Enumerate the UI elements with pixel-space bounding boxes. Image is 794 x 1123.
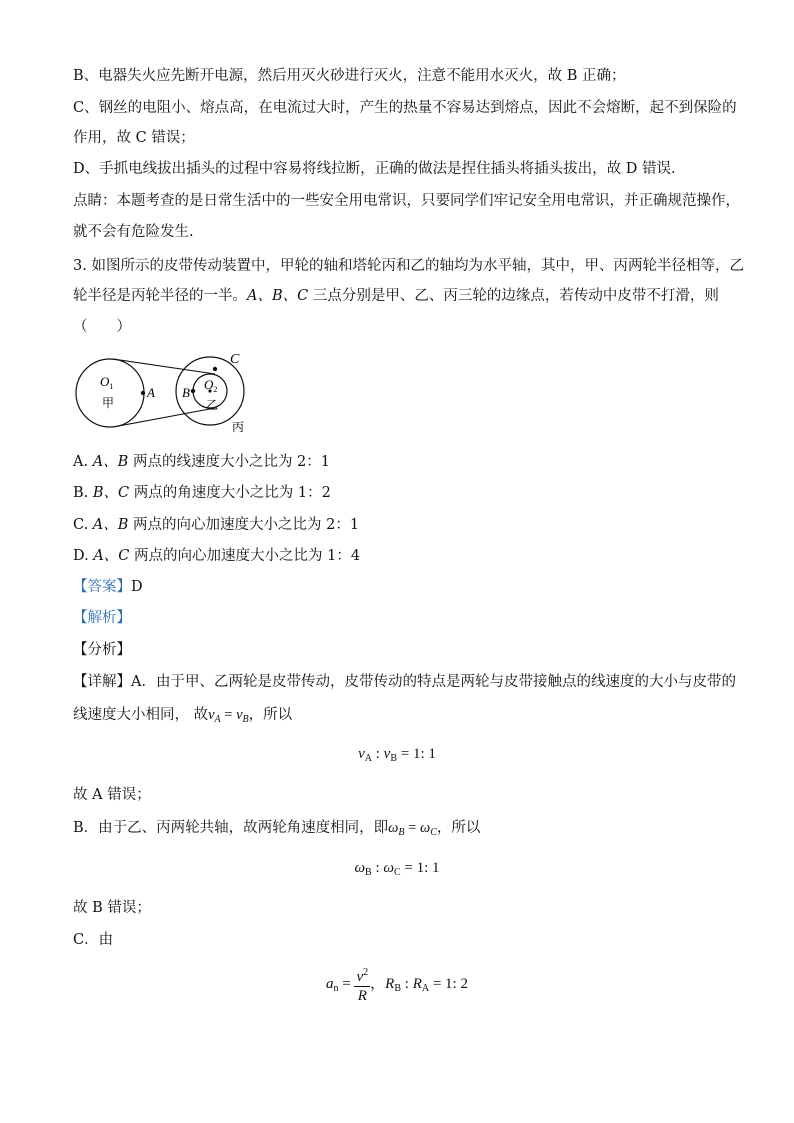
label-jia: 甲 <box>102 396 115 410</box>
detail-line: 线速度大小相同， 故$v_A = v_B$，所以 <box>73 707 293 725</box>
text-line: 点睛：本题考查的是日常生活中的一些安全用电常识，只要同学们牢记安全用电常识，并正确规范操作， <box>73 193 740 209</box>
point-A <box>141 391 145 395</box>
detail-line: 【详解】A．由于甲、乙两轮是皮带传动，皮带传动的特点是两轮与皮带接触点的线速度的大小与皮带的 <box>73 674 736 690</box>
text-line: B、电器失火应先断开电源，然后用灭火砂进行灭火，注意不能用水灭火，故 B 正确； <box>73 68 626 84</box>
text-line: D、手抓电线拔出插头的过程中容易将线拉断，正确的做法是捏住插头将插头拔出，故 D 错误． <box>73 161 686 177</box>
equation-2: $\omega_B$ : $\omega_C = 1$: 1 <box>354 860 440 878</box>
belt-drive-figure <box>70 345 270 440</box>
equation-3: $a_n$ = $\frac{v^2}{R}$ ，$R_B$ : $R_A = 1$: 2 <box>0 964 794 1005</box>
text-line: 就不会有危险发生. <box>73 224 194 240</box>
label-yi: 乙 <box>206 398 219 412</box>
option-b: B. B、C 两点的角速度大小之比为 1：2 <box>73 485 331 501</box>
label-bing: 丙 <box>232 420 245 434</box>
question-stem: 3. 如图所示的皮带传动装置中，甲轮的轴和塔轮丙和乙的轴均为水平轴，其中，甲、丙两轮半径相等，乙 <box>73 258 744 274</box>
belt-upper <box>113 359 215 374</box>
label-O1: $O_1$ <box>100 374 114 391</box>
option-d: D. A、C 两点的向心加速度大小之比为 1：4 <box>73 548 361 564</box>
label-C: C <box>230 352 240 367</box>
point-B <box>191 389 195 393</box>
belt-lower <box>113 408 215 427</box>
detail-line: 故 A 错误； <box>73 787 151 803</box>
detail-line: C．由 <box>73 932 114 948</box>
label-O2: $O_2$ <box>204 377 218 394</box>
analysis-tag: 【解析】 <box>73 610 131 626</box>
text-line: 作用，故 C 错误； <box>73 130 195 146</box>
point-C <box>213 367 217 371</box>
fenxi-tag: 【分析】 <box>73 642 131 658</box>
label-A: A <box>147 385 155 400</box>
question-bracket: （ ） <box>73 319 131 335</box>
wheel-jia <box>76 359 144 427</box>
detail-line: 故 B 错误； <box>73 900 151 916</box>
option-c: C. A、B 两点的向心加速度大小之比为 2：1 <box>73 517 360 533</box>
option-a: A. A、B 两点的线速度大小之比为 2：1 <box>73 454 331 470</box>
text-line: C、钢丝的电阻小、熔点高，在电流过大时，产生的热量不容易达到熔点，因此不会熔断，起不到保险的 <box>73 100 737 116</box>
label-B: B <box>182 385 190 400</box>
detail-line: B．由于乙、丙两轮共轴，故两轮角速度相同，即$\omega_B = \omega_C$，所以 <box>73 820 481 838</box>
equation-1: $v_A$ : $v_B = 1$: 1 <box>358 746 436 764</box>
answer-line: 【答案】D <box>73 579 143 595</box>
question-stem: 轮半径是丙轮半径的一半。A、B、C 三点分别是甲、乙、丙三轮的边缘点，若传动中皮带不打滑，则 <box>73 288 719 304</box>
